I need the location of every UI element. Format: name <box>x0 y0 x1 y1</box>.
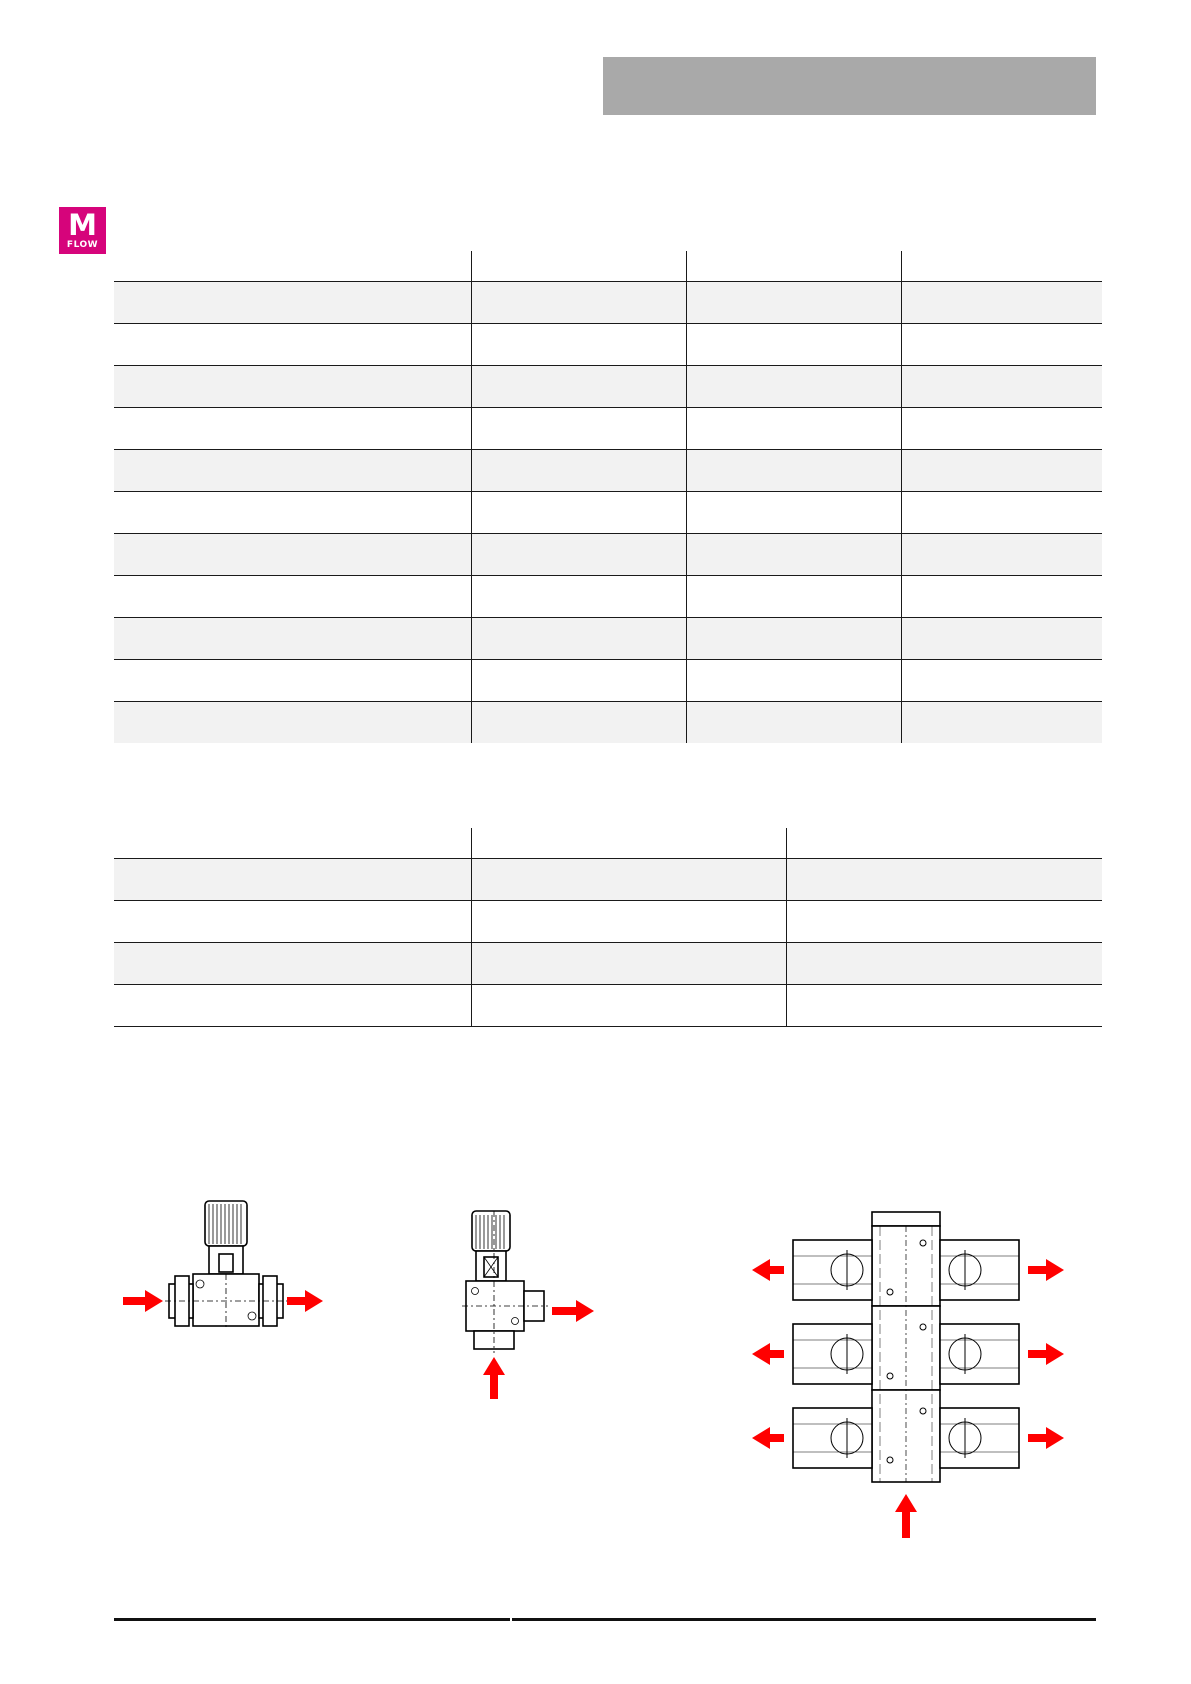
table-row <box>114 942 1102 984</box>
table-row <box>114 858 1102 900</box>
footer-rule-right <box>512 1618 1096 1621</box>
header-band <box>603 57 1096 115</box>
table-row <box>114 900 1102 942</box>
table-row <box>114 701 1102 743</box>
table-row <box>114 491 1102 533</box>
flow-arrow-out <box>552 1300 594 1322</box>
flow-arrow-in <box>123 1290 163 1312</box>
table-row <box>114 575 1102 617</box>
table-row <box>114 659 1102 701</box>
table-row <box>114 533 1102 575</box>
flow-arrow-in <box>895 1494 917 1538</box>
table-header-row <box>114 828 1102 858</box>
table-header-row <box>114 251 1102 281</box>
ports-table <box>114 828 1102 1027</box>
flow-arrow-out-right <box>1028 1259 1064 1449</box>
table-row <box>114 449 1102 491</box>
table-row <box>114 617 1102 659</box>
flow-arrow-in <box>483 1357 505 1399</box>
logo-label: FLOW <box>66 240 99 250</box>
flow-arrow-out <box>287 1290 323 1312</box>
flow-arrow-out-left <box>752 1259 784 1449</box>
footer-rule-left <box>114 1618 510 1621</box>
mflow-logo <box>59 207 106 254</box>
table-row <box>114 281 1102 323</box>
logo-letter: M <box>68 208 97 242</box>
inline-valve-drawing <box>115 1196 375 1356</box>
table-row <box>114 984 1102 1026</box>
angle-valve-drawing <box>440 1207 610 1417</box>
table-row <box>114 323 1102 365</box>
manifold-drawing <box>748 1210 1073 1570</box>
table-row <box>114 365 1102 407</box>
table-row <box>114 407 1102 449</box>
specification-table <box>114 251 1102 743</box>
